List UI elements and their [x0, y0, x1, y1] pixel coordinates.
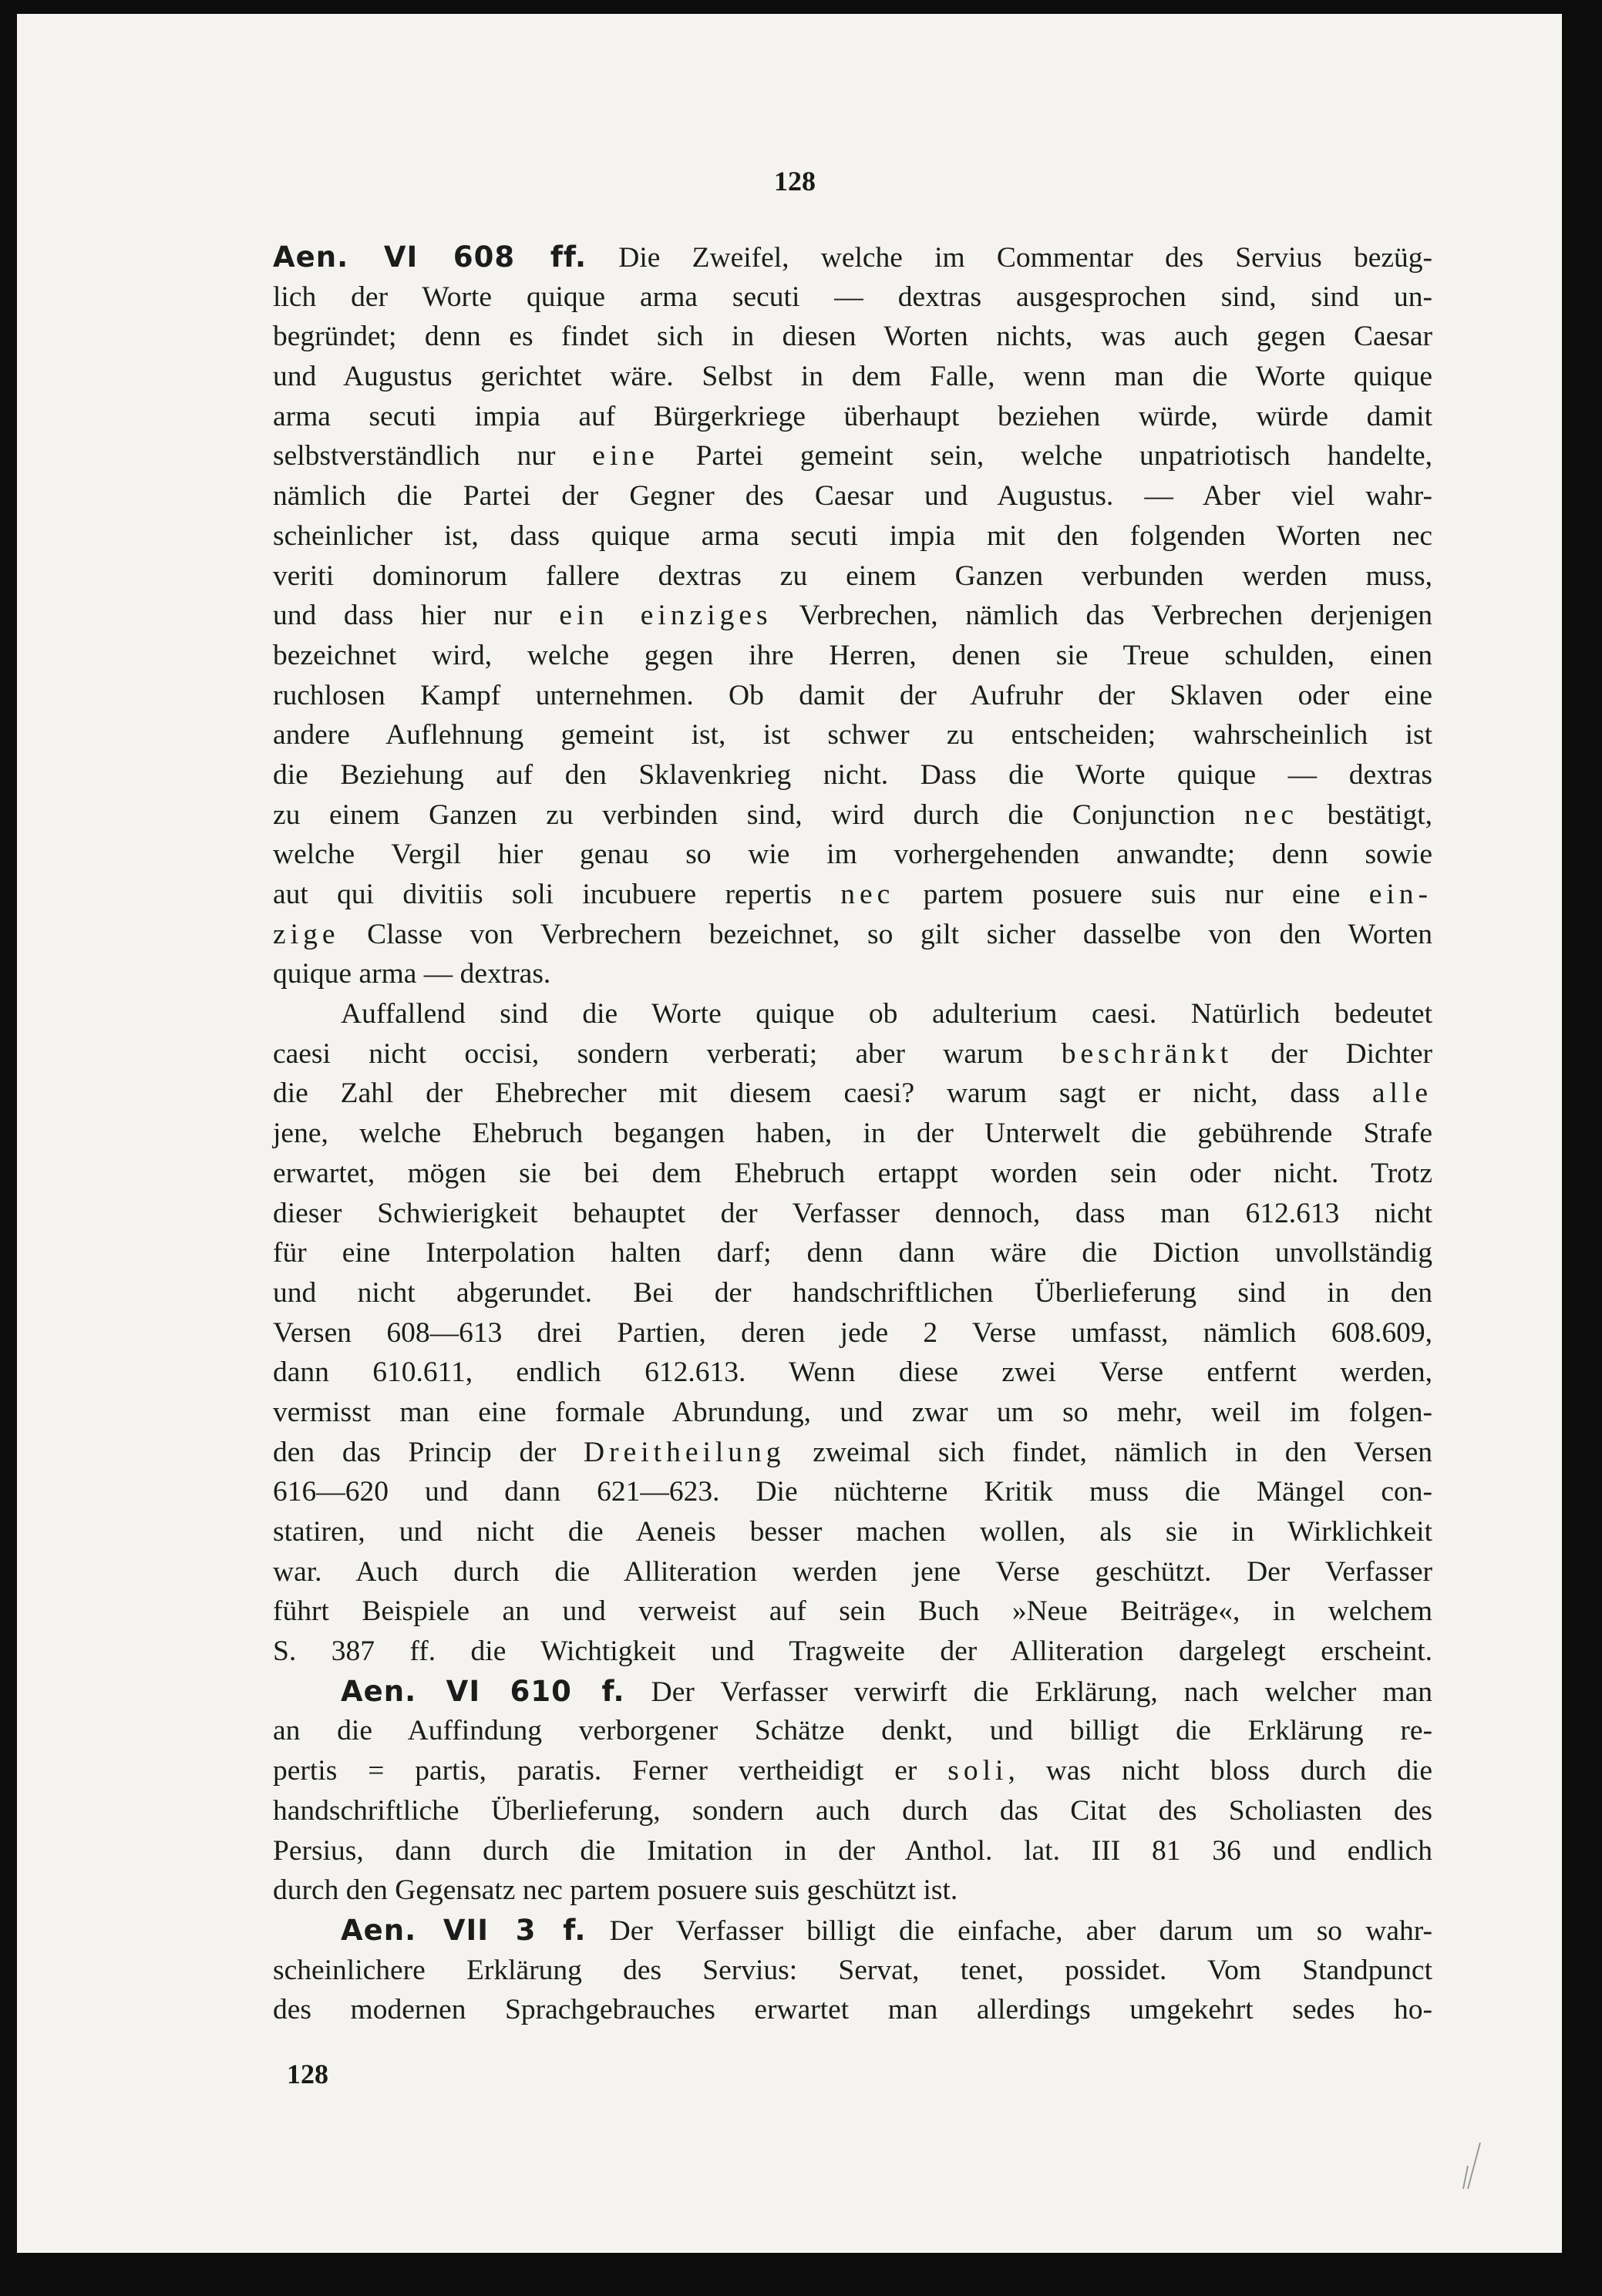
text-line	[273, 1672, 1432, 1712]
text-line	[273, 317, 1432, 357]
text-run: zu einem Ganzen zu verbinden sind, wird durch die Conjunction	[273, 798, 1244, 831]
section-heading: Aen. VI 610 f.	[341, 1674, 625, 1708]
text-line	[273, 1831, 1432, 1871]
text-line	[273, 596, 1432, 636]
text-line	[273, 835, 1432, 875]
text-line	[273, 1074, 1432, 1114]
text-run: partem posuere suis nur eine	[894, 879, 1369, 910]
emphasized-text: beschränkt	[1061, 1037, 1233, 1070]
text-run: welche Vergil hier genau so wie im vorhergehenden anwandte; denn sowie	[273, 839, 1432, 871]
text-run: nämlich die Partei der Gegner des Caesar und Augustus. — Aber viel wahr-	[273, 480, 1432, 513]
text-run: an die Auffindung verborgener Schätze denkt, und billigt die Erklärung re-	[273, 1715, 1432, 1747]
text-run: andere Auflehnung gemeint ist, ist schwer zu entscheiden; wahrscheinlich ist	[273, 719, 1432, 751]
text-run: 616—620 und dann 621—623. Die nüchterne Kritik muss die Mängel con-	[273, 1476, 1432, 1508]
body-text	[273, 237, 1432, 2030]
text-line	[273, 397, 1432, 437]
text-line	[273, 1194, 1432, 1234]
text-run: , was nicht bloss durch die	[1008, 1755, 1432, 1787]
text-run: der Dichter	[1233, 1037, 1433, 1070]
text-run: bezeichnet wird, welche gegen ihre Herren, denen sie Treue schulden, einen	[273, 639, 1432, 671]
text-run: Partei gemeint sein, welche unpatriotisch handelte,	[658, 440, 1433, 472]
pencil-mark-icon	[1457, 2135, 1488, 2197]
text-run: und Augustus gerichtet wäre. Selbst in dem Falle, wenn man die Worte quique	[273, 361, 1432, 393]
section-heading: Aen. VII 3 f.	[341, 1913, 587, 1947]
scanned-page	[17, 14, 1573, 2253]
text-run: scheinlichere Erklärung des Servius: Servat, tenet, possidet. Vom Standpunct	[273, 1954, 1432, 1986]
text-run: dann 610.611, endlich 612.613. Wenn diese zwei Verse entfernt werden,	[273, 1356, 1432, 1389]
text-run: Auffallend sind die Worte quique ob adulterium caesi. Natürlich bedeutet	[341, 998, 1432, 1030]
text-run: Die Zweifel, welche im Commentar des Servius bezüg-	[587, 242, 1432, 274]
text-line	[273, 1911, 1432, 1951]
text-run: durch den Gegensatz nec partem posuere suis geschützt ist.	[273, 1874, 958, 1907]
text-run: vermisst man eine formale Abrundung, und zwar um so mehr, weil im folgen-	[273, 1396, 1432, 1428]
text-line	[273, 1273, 1432, 1313]
text-run: S. 387 ff. die Wichtigkeit und Tragweite der Alliteration dargelegt erscheint.	[273, 1635, 1432, 1668]
text-run: bestätigt,	[1297, 798, 1432, 831]
text-run: des modernen Sprachgebrauches erwartet man allerdings umgekehrt sedes ho-	[273, 1994, 1432, 2026]
text-run: arma secuti impia auf Bürgerkriege überhaupt beziehen würde, würde damit	[273, 400, 1432, 432]
text-run: Classe von Verbrechern bezeichnet, so gilt sicher dasselbe von den Worten	[339, 918, 1432, 950]
text-run: Der Verfasser billigt die einfache, aber darum um so wahr-	[586, 1914, 1433, 1947]
text-line	[273, 636, 1432, 676]
text-run: war. Auch durch die Alliteration werden jene Verse geschützt. Der Verfasser	[273, 1555, 1432, 1588]
text-run: handschriftliche Überlieferung, sondern auch durch das Citat des Scholiasten des	[273, 1794, 1432, 1827]
text-line	[273, 1632, 1432, 1672]
emphasized-text: ein-	[1368, 879, 1432, 910]
emphasized-text: ein einziges	[559, 600, 772, 632]
text-line	[273, 1472, 1432, 1512]
text-line	[273, 915, 1432, 955]
text-run: quique arma — dextras.	[273, 958, 551, 990]
text-line	[273, 1114, 1432, 1154]
text-line	[273, 795, 1432, 835]
text-run: begründet; denn es findet sich in diesen Worten nichts, was auch gegen Caesar	[273, 321, 1432, 353]
emphasized-text: nec	[1244, 798, 1298, 831]
text-line	[273, 1990, 1432, 2030]
text-line	[273, 1393, 1432, 1433]
text-line	[273, 516, 1432, 556]
text-run: scheinlicher ist, dass quique arma secuti impia mit den folgenden Worten nec	[273, 519, 1432, 552]
text-run: Der Verfasser verwirft die Erklärung, nach welcher man	[624, 1676, 1432, 1708]
page-number-bottom: 128	[287, 2059, 328, 2089]
text-run: den das Princip der	[273, 1436, 584, 1468]
text-run: statiren, und nicht die Aeneis besser machen wollen, als sie in Wirklichkeit	[273, 1516, 1432, 1548]
text-line	[273, 1791, 1432, 1831]
text-run: lich der Worte quique arma secuti — dextras ausgesprochen sind, sind un-	[273, 281, 1432, 313]
text-line	[273, 556, 1432, 597]
text-run: für eine Interpolation halten darf; denn dann wäre die Diction unvollständig	[273, 1237, 1432, 1269]
text-line	[273, 436, 1432, 476]
section-heading: Aen. VI 608 ff.	[273, 240, 587, 274]
text-run: veriti dominorum fallere dextras zu einem Ganzen verbunden werden muss,	[273, 560, 1432, 592]
text-run: jene, welche Ehebruch begangen haben, in der Unterwelt die gebührende Strafe	[273, 1118, 1432, 1150]
text-line	[273, 357, 1432, 397]
text-line	[273, 1951, 1432, 1991]
text-line	[273, 1711, 1432, 1751]
text-line	[273, 1512, 1432, 1552]
text-line	[273, 1233, 1432, 1273]
text-run: und dass hier nur	[273, 600, 560, 632]
emphasized-text: Dreitheilung	[584, 1436, 786, 1468]
text-line	[273, 994, 1432, 1034]
text-run: selbstverständlich nur	[273, 440, 593, 472]
emphasized-text: soli	[947, 1755, 1008, 1787]
text-run: dieser Schwierigkeit behauptet der Verfasser dennoch, dass man 612.613 nicht	[273, 1197, 1432, 1229]
text-line	[273, 1433, 1432, 1473]
text-run: Persius, dann durch die Imitation in der Anthol. lat. III 81 36 und endlich	[273, 1834, 1432, 1867]
text-run: führt Beispiele an und verweist auf sein Buch »Neue Beiträge«, in welchem	[273, 1595, 1432, 1628]
text-line	[273, 277, 1432, 318]
text-run: die Beziehung auf den Sklavenkrieg nicht. Dass die Worte quique — dextras	[273, 758, 1432, 791]
text-line	[273, 875, 1432, 915]
text-line	[273, 954, 1432, 994]
text-line	[273, 1751, 1432, 1791]
text-line	[273, 755, 1432, 795]
emphasized-text: nec	[840, 879, 895, 910]
text-run: Verbrechen, nämlich das Verbrechen derjenigen	[772, 600, 1432, 632]
emphasized-text: zige	[273, 918, 340, 950]
text-run: die Zahl der Ehebrecher mit diesem caesi? warum sagt er nicht, dass	[273, 1077, 1372, 1110]
text-line	[273, 1592, 1432, 1632]
emphasized-text: eine	[592, 440, 659, 472]
text-line	[273, 1154, 1432, 1194]
text-line	[273, 1871, 1432, 1911]
text-line	[273, 1552, 1432, 1592]
text-line	[273, 676, 1432, 716]
text-run: und nicht abgerundet. Bei der handschriftlichen Überlieferung sind in den	[273, 1276, 1432, 1309]
scan-border	[1562, 14, 1573, 2253]
text-line	[273, 476, 1432, 516]
text-line	[273, 715, 1432, 755]
text-line	[273, 1313, 1432, 1353]
text-run: aut qui divitiis soli incubuere repertis	[273, 879, 841, 910]
text-run: ruchlosen Kampf unternehmen. Ob damit der Aufruhr der Sklaven oder eine	[273, 679, 1432, 711]
text-run: pertis = partis, paratis. Ferner vertheidigt er	[273, 1755, 948, 1787]
text-line	[273, 237, 1432, 277]
emphasized-text: alle	[1371, 1077, 1432, 1110]
page-number-top: 128	[774, 166, 816, 197]
text-line	[273, 1034, 1432, 1074]
text-run: caesi nicht occisi, sondern verberati; aber warum	[273, 1037, 1062, 1070]
text-line	[273, 1353, 1432, 1393]
text-run: erwartet, mögen sie bei dem Ehebruch ertappt worden sein oder nicht. Trotz	[273, 1157, 1432, 1189]
text-run: zweimal sich findet, nämlich in den Versen	[785, 1436, 1432, 1468]
text-run: Versen 608—613 drei Partien, deren jede 2 Verse umfasst, nämlich 608.609,	[273, 1316, 1432, 1349]
